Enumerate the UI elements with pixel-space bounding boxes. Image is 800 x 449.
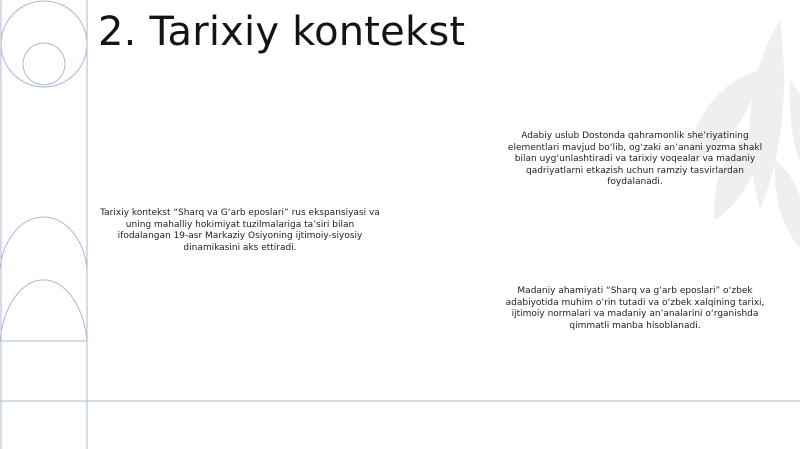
large-circle-outline <box>1 1 87 87</box>
small-circle-outline <box>23 43 65 85</box>
lower-arch-outline <box>0 280 87 341</box>
upper-arch-outline <box>0 217 87 268</box>
slide-title: 2. Tarixiy kontekst <box>98 9 466 55</box>
literary-style-paragraph: Adabiy uslub Dostonda qahramonlik she’riyatining elementlari mavjud bo‘lib, og‘zaki an’anani yozma shakl bilan uyg‘unlashtiradi va tarixiy voqealar va madaniy qadriyatlarni etkazish uchun ramziy tasvirlardan foydalanadi. <box>507 131 763 187</box>
cultural-significance-paragraph: Madaniy ahamiyati “Sharq va g‘arb eposlari” o‘zbek adabiyotida muhim o‘rin tutadi va o‘zbek xalqining tarixi, ijtimoiy normalari va madaniy an’analarini o‘rganishda qimmatli manba hisoblanadi. <box>505 286 765 331</box>
historical-context-paragraph: Tarixiy kontekst “Sharq va G‘arb eposlari” rus ekspansiyasi va uning mahalliy hokimiyat tuzilmalariga ta’siri bilan ifodalangan 19-asr Markaziy Osiyoning ijtimoiy-siyosiy dinamikasini aks ettiradi. <box>100 208 380 253</box>
